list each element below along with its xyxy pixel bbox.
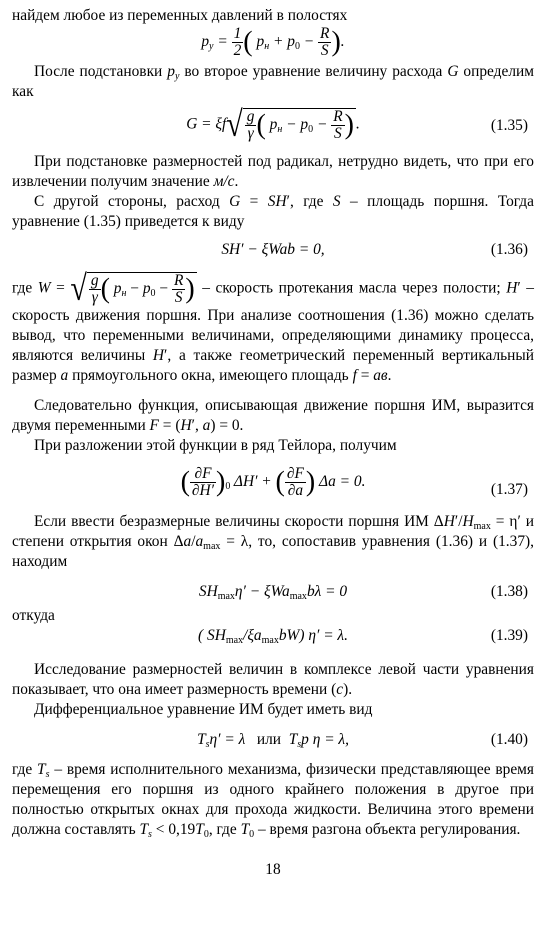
paragraph-9: Исследование размерностей величин в комплексе левой части уравнения показывает, что она имеет размерность времени (с). [12,661,534,698]
page-number: 18 [265,861,281,878]
equation-1-40: $T_s\eta' = \lambda$ или $T_sp$ η = λ, (1.40) [197,731,528,750]
equation-number-1-37: (1.37) [490,481,528,498]
paragraph-5: где W = √ $\frac{g}{\gamma}$ ( $p_н - p_0$ − $\frac{R}{S}$ ) – скорость протекания масла через полости; H′ – скорость движения поршня. При анализе соотношения (1.36) можно сделать вывод, что переменными величинами, определяющими динамику процесса, являются величины H′, а также геометрический переменный вертикальный размер a прямоугольного окна, имеющего площадь f = ав. [12,268,534,384]
equation-1-35: G = ξf√ $\frac{g}{\gamma}$ ( $p_н - p_0$ − $\frac{R}{S}$ ) . (1.35) [186,104,528,145]
equation-number-1-35: (1.35) [490,117,528,134]
paragraph-7: При разложении этой функции в ряд Тейлора, получим [34,437,397,454]
paragraph-6: Следовательно функция, описывающая движение поршня ИМ, выразится двумя переменными F = (H′, a) = 0. [12,397,534,434]
equation-number-1-40: (1.40) [490,731,528,748]
paragraph-1: найдем любое из переменных давлений в полостях [12,7,348,24]
equation-1-39: ( $SH_{max}/\xi a_{max}bW$) η′ = λ. (1.39) [198,627,528,646]
paragraph-4: С другой стороны, расход G = SH′, где S – площадь поршня. Тогда уравнение (1.35) приведется к виду [12,193,534,230]
otkuda-text: откуда [12,607,55,624]
paragraph-10: Дифференциальное уравнение ИМ будет иметь вид [34,701,373,718]
page-body [12,6,534,880]
equation-py: $p_у$ = $\frac{1}{2}$ ( $p_н + p_0$ − $\frac{R}{S}$ ). [201,25,345,59]
equation-1-37: ( $\frac{\partial F}{\partial H'}$ )$_0$ ΔH′ + ( $\frac{\partial F}{\partial a}$ ) Δa = 0. (1.37) [180,465,528,499]
equation-number-1-39: (1.39) [490,627,528,644]
paragraph-2: После подстановки $p_у$ во второе уравнение величину расхода G определим как [12,63,534,100]
paragraph-8: Если ввести безразмерные величины скорости поршня ИМ $\Delta H'/H_{max} = \eta'$ и степени открытия окон $\Delta a/a_{max} = \lambda$, то, сопоставив уравнения (1.36) и (1.37), находим [12,513,534,570]
equation-1-36: SH′ − ξWab = 0, (1.36) [221,241,528,258]
equation-number-1-38: (1.38) [490,583,528,600]
equation-number-1-36: (1.36) [490,241,528,258]
paragraph-11: где $T_s$ – время исполнительного механизма, физически представляющее время перемещения его поршня из одного крайнего положения в другое при полностью открытых окнах для прохода жидкости. Величина этого времени должна составлять $T_s < 0,19T_0$, где $T_0$ – время разгона объекта регулирования. [12,761,534,840]
equation-1-38: $SH_{max}\eta' - \xi Wa_{max}b\lambda = 0$ (1.38) [198,583,528,602]
paragraph-3: При подстановке размерностей под радикал, нетрудно видеть, что при его извлечении получим значение м/с. [12,153,534,190]
